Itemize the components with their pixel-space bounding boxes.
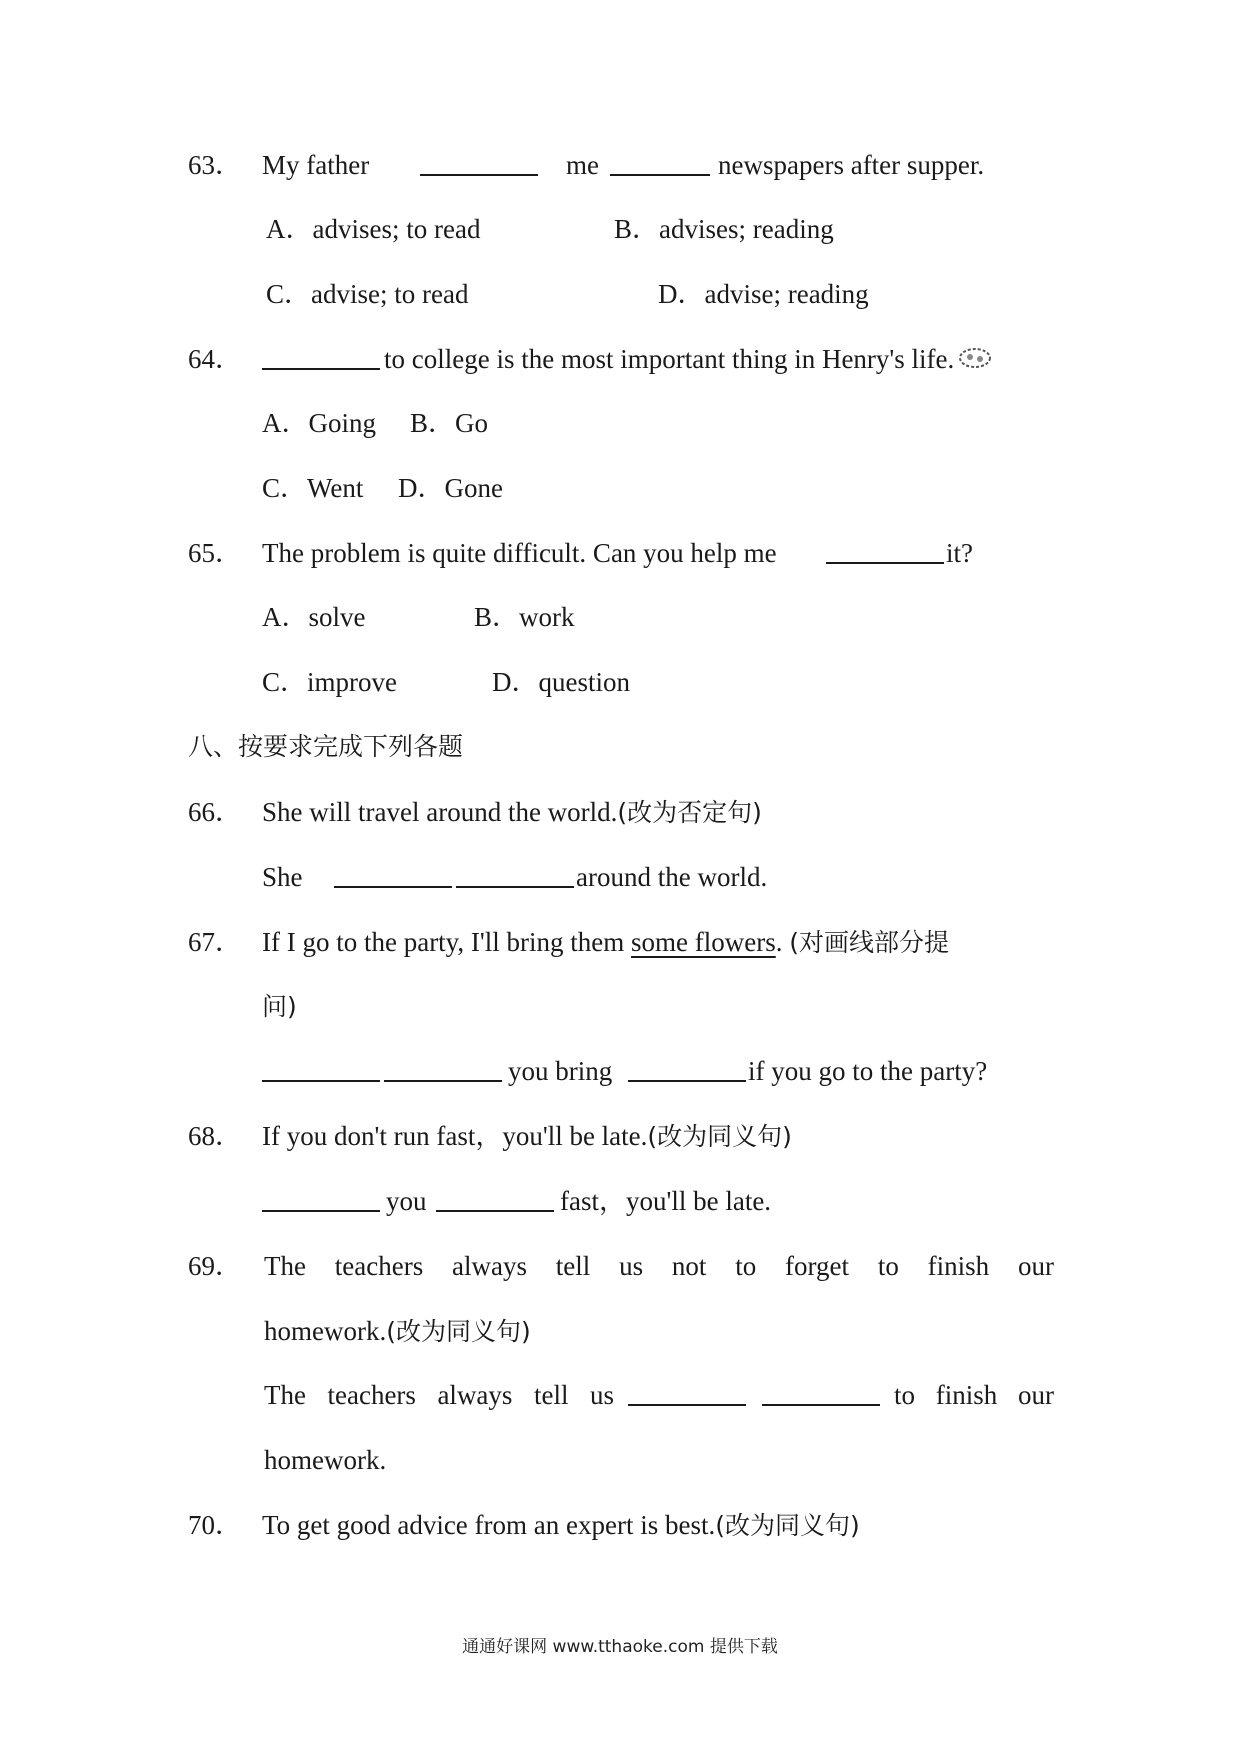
question-69-line2 <box>264 1314 531 1349</box>
instruction: (改为同义句) <box>715 1511 860 1540</box>
question-text: homework. <box>264 1316 387 1346</box>
answer-text: fast，you'll be late. <box>560 1186 772 1216</box>
answer-blank <box>262 1058 380 1082</box>
word: to <box>894 1380 916 1410</box>
answer-blank <box>762 1382 880 1406</box>
question-text <box>264 1249 1054 1283</box>
answer-blank <box>628 1382 746 1406</box>
answer-blank <box>384 1058 502 1082</box>
option-a: A．Going <box>262 408 376 438</box>
word: tell <box>555 1251 591 1281</box>
word: tell <box>533 1380 569 1410</box>
option-b: B．advises; reading <box>614 214 834 244</box>
question-text: it? <box>946 538 973 568</box>
question-text: The problem is quite difficult. Can you help me <box>262 538 777 568</box>
word: The <box>264 1380 306 1410</box>
question-text: to college is the most important thing in Henry's life. <box>384 344 955 374</box>
answer-blank <box>628 1058 746 1082</box>
answer-text <box>894 1378 1054 1412</box>
answer-text: you <box>386 1186 427 1216</box>
question-number: 65． <box>188 538 242 568</box>
option-d: D．Gone <box>398 473 503 503</box>
question-text: me <box>566 150 599 180</box>
question-text: If you don't run fast，you'll be late. <box>262 1121 648 1151</box>
question-text: newspapers after supper. <box>718 150 985 180</box>
word: us <box>589 1380 614 1410</box>
word: forget <box>785 1251 850 1281</box>
word: finish <box>927 1251 990 1281</box>
underlined-phrase: some flowers <box>631 927 776 957</box>
word: teachers <box>334 1251 424 1281</box>
answer-blank <box>456 864 574 888</box>
answer-text: around the world. <box>576 862 768 892</box>
question-text: She will travel around the world. <box>262 797 618 827</box>
question-text: If I go to the party, I'll bring them <box>262 927 625 957</box>
option-c: C．improve <box>262 667 397 697</box>
option-d: D．advise; reading <box>658 279 869 309</box>
question-number: 66． <box>188 797 242 827</box>
word: always <box>452 1251 527 1281</box>
answer-blank <box>610 152 710 176</box>
instruction: (改为否定句) <box>617 798 762 827</box>
answer-blank <box>436 1188 554 1212</box>
question-text: My father <box>262 150 370 180</box>
answer-text <box>264 1378 614 1412</box>
question-text: . <box>775 927 783 957</box>
question-number: 63． <box>188 150 242 180</box>
smudge-mark-icon <box>958 346 992 370</box>
word: us <box>619 1251 644 1281</box>
option-c: C．Went <box>262 473 364 503</box>
question-number: 67． <box>188 927 242 957</box>
question-number: 68． <box>188 1121 242 1151</box>
instruction: 问) <box>262 992 297 1021</box>
instruction: (改为同义句) <box>386 1317 531 1346</box>
option-d: D．question <box>492 667 630 697</box>
answer-blank <box>420 152 538 176</box>
option-a: A．solve <box>262 602 366 632</box>
word: The <box>264 1251 306 1281</box>
answer-blank <box>826 540 944 564</box>
answer-text: if you go to the party? <box>748 1056 988 1086</box>
word: always <box>437 1380 513 1410</box>
instruction: (改为同义句) <box>647 1122 792 1151</box>
word: our <box>1018 1380 1054 1410</box>
option-c: C．advise; to read <box>266 279 469 309</box>
answer-blank <box>262 1188 380 1212</box>
answer-text: homework. <box>264 1445 387 1475</box>
word: our <box>1017 1251 1054 1281</box>
word: finish <box>935 1380 998 1410</box>
option-a: A．advises; to read <box>266 214 481 244</box>
option-b: B．work <box>474 602 575 632</box>
option-b: B．Go <box>410 408 489 438</box>
question-number: 69． <box>188 1251 242 1281</box>
section-heading: 八、按要求完成下列各题 <box>188 732 464 761</box>
instruction: (对画线部分提 <box>789 928 950 957</box>
question-number: 64． <box>188 344 242 374</box>
answer-blank <box>334 864 452 888</box>
word: not <box>671 1251 707 1281</box>
question-number: 70． <box>188 1510 242 1540</box>
word: teachers <box>327 1380 416 1410</box>
question-text: To get good advice from an expert is best. <box>262 1510 716 1540</box>
answer-blank <box>262 346 380 370</box>
answer-text: you bring <box>508 1056 613 1086</box>
page-footer: 通通好课网 www.tthaoke.com 提供下载 <box>462 1637 778 1657</box>
word: to <box>735 1251 757 1281</box>
answer-text: She <box>262 862 303 892</box>
word: to <box>877 1251 899 1281</box>
